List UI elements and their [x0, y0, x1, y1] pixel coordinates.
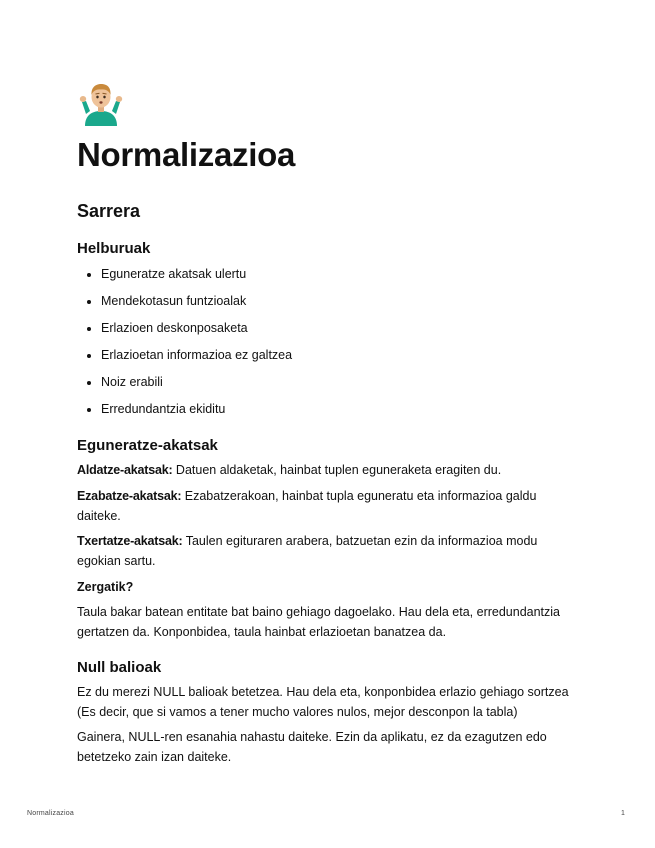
person-shrugging-icon — [77, 80, 125, 128]
footer-page-number: 1 — [621, 810, 625, 817]
document-page — [77, 80, 582, 764]
term-label: Ezabatze-akatsak: — [77, 489, 182, 503]
goals-list — [77, 267, 292, 429]
term-text: Datuen aldaketak, hainbat tuplen eguneraketa eragiten du. — [172, 463, 502, 477]
term-label: Txertatze-akatsak: — [77, 534, 183, 548]
list-item: Mendekotasun funtzioalak — [77, 294, 292, 321]
section-heading-update-errors: Eguneratze-akatsak — [77, 437, 218, 454]
paragraph-insert-errors — [77, 532, 582, 571]
paragraph-modify-errors — [77, 461, 582, 481]
list-item: Erlazioen deskonposaketa — [77, 321, 292, 348]
list-item: Noiz erabili — [77, 375, 292, 402]
list-item: Erlazioetan informazioa ez galtzea — [77, 348, 292, 375]
term-label: Aldatze-akatsak: — [77, 463, 173, 477]
section-heading-goals: Helburuak — [77, 240, 151, 257]
section-heading-null-values: Null balioak — [77, 659, 162, 676]
section-heading-intro: Sarrera — [77, 201, 141, 221]
paragraph-why: Taula bakar batean entitate bat baino gehiago dagoelako. Hau dela eta, erredundantzia gertatzen da. Konponbidea, taula hainbat erlazioetan banatzea da. — [77, 605, 561, 639]
term-text: Taulen egituraren arabera, batzuetan ezin da informazioa modu egokian sartu. — [77, 534, 538, 568]
subheading-why: Zergatik? — [77, 580, 134, 594]
term-text: Ezabatzerakoan, hainbat tupla eguneratu eta informazioa galdu daiteke. — [77, 489, 537, 523]
paragraph-null-values-2: Gainera, NULL-ren esanahia nahastu daiteke. Ezin da aplikatu, ez da ezagutzen edo betetzeko zain izan daiteke. — [77, 730, 547, 764]
page-title: Normalizazioa — [77, 136, 295, 173]
paragraph-delete-errors — [77, 487, 582, 526]
paragraph-null-values-1: Ez du merezi NULL balioak betetzea. Hau dela eta, konponbidea erlazio gehiago sortzea (Es decir, que si vamos a tener mucho valores nulos, mejor desconpon la tabla) — [77, 685, 569, 719]
list-item: Erredundantzia ekiditu — [77, 402, 292, 429]
list-item: Eguneratze akatsak ulertu — [77, 267, 292, 294]
footer-document-title: Normalizazioa — [27, 810, 74, 817]
